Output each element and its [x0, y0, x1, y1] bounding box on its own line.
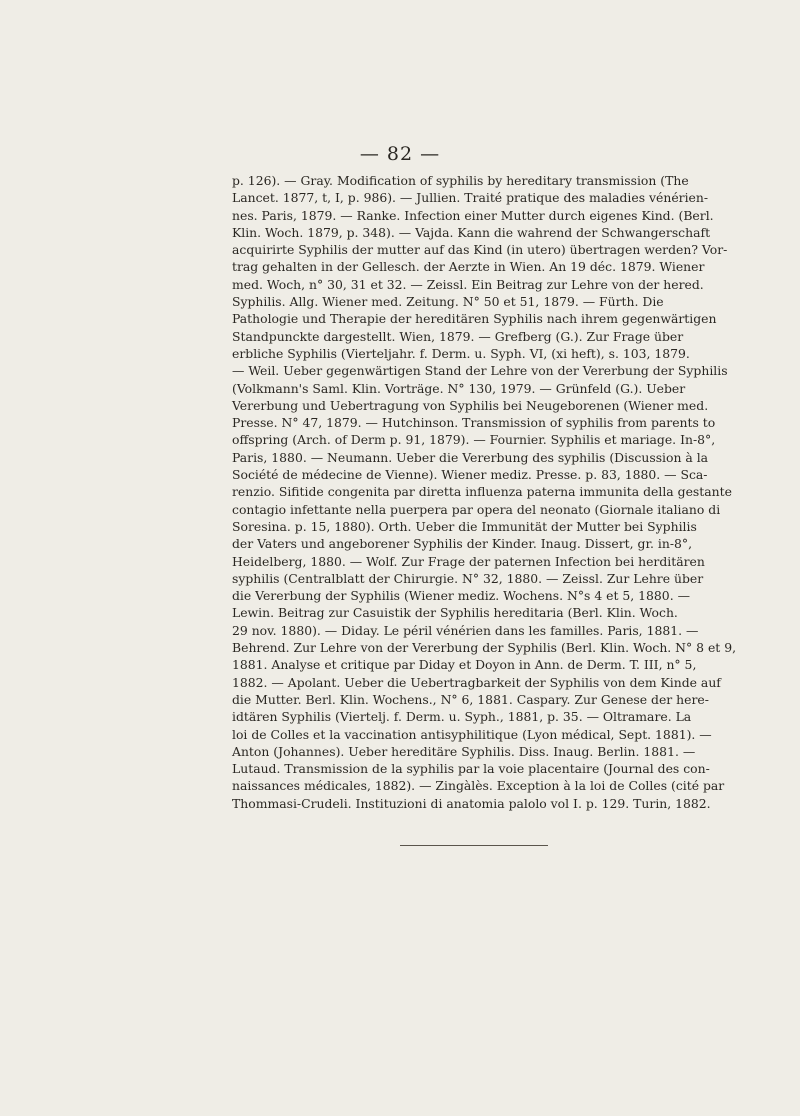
text-line: 1881. Analyse et critique par Diday et Doyon in Ann. de Derm. T. III, n° 5,: [232, 657, 697, 673]
text-line: renzio. Sifitide congenita par diretta influenza paterna immunita della gestante: [232, 484, 732, 500]
section-divider: [400, 845, 548, 846]
text-line: die Mutter. Berl. Klin. Wochens., N° 6, 1881. Caspary. Zur Genese der here-: [232, 691, 709, 707]
text-line: Pathologie und Therapie der hereditären Syphilis nach ihrem gegenwärtigen: [232, 311, 717, 327]
text-line: syphilis (Centralblatt der Chirurgie. N° 32, 1880. — Zeissl. Zur Lehre über: [232, 570, 704, 586]
text-line: med. Woch, n° 30, 31 et 32. — Zeissl. Ein Beitrag zur Lehre von der hered.: [232, 276, 704, 292]
text-line: Heidelberg, 1880. — Wolf. Zur Frage der paternen Infection bei herditären: [232, 553, 705, 569]
text-line: Soresina. p. 15, 1880). Orth. Ueber die Immunität der Mutter bei Syphilis: [232, 518, 697, 534]
text-line: Presse. N° 47, 1879. — Hutchinson. Transmission of syphilis from parents to: [232, 415, 716, 431]
text-line: nes. Paris, 1879. — Ranke. Infection einer Mutter durch eigenes Kind. (Berl.: [232, 207, 714, 223]
text-line: 29 nov. 1880). — Diday. Le péril vénérien dans les familles. Paris, 1881. —: [232, 622, 699, 638]
text-line: Lancet. 1877, t, I, p. 986). — Jullien. Traité pratique des maladies vénérien-: [232, 190, 709, 206]
text-line: Vererbung und Uebertragung von Syphilis bei Neugeborenen (Wiener med.: [232, 397, 709, 413]
text-line: Lewin. Beitrag zur Casuistik der Syphilis hereditaria (Berl. Klin. Woch.: [232, 605, 678, 621]
text-line: Syphilis. Allg. Wiener med. Zeitung. N° 50 et 51, 1879. — Fürth. Die: [232, 294, 664, 310]
text-line: Société de médecine de Vienne). Wiener mediz. Presse. p. 83, 1880. — Sca-: [232, 467, 708, 483]
text-line: 1882. — Apolant. Ueber die Uebertragbarkeit der Syphilis von dem Kinde auf: [232, 674, 721, 690]
text-line: acquirirte Syphilis der mutter auf das Kind (in utero) übertragen werden? Vor-: [232, 242, 728, 258]
text-line: trag gehalten in der Gellesch. der Aerzte in Wien. An 19 déc. 1879. Wiener: [232, 259, 705, 275]
text-line: naissances médicales, 1882). — Zingàlès. Exception à la loi de Colles (cité par: [232, 778, 725, 794]
text-line: die Vererbung der Syphilis (Wiener mediz. Wochens. N°s 4 et 5, 1880. —: [232, 588, 690, 604]
text-line: erbliche Syphilis (Vierteljahr. f. Derm. u. Syph. VI, (xi heft), s. 103, 1879.: [232, 345, 690, 361]
text-line: der Vaters und angeborener Syphilis der Kinder. Inaug. Dissert, gr. in-8°,: [232, 536, 693, 552]
text-line: (Volkmann's Saml. Klin. Vorträge. N° 130, 1979. — Grünfeld (G.). Ueber: [232, 380, 686, 396]
text-line: Klin. Woch. 1879, p. 348). — Vajda. Kann die wahrend der Schwangerschaft: [232, 224, 711, 240]
page-number: — 82 —: [359, 143, 441, 165]
text-line: — Weil. Ueber gegenwärtigen Stand der Lehre von der Vererbung der Syphilis: [232, 363, 728, 379]
text-line: contagio infettante nella puerpera par opera del neonato (Giornale italiano di: [232, 501, 721, 517]
text-line: idtären Syphilis (Viertelj. f. Derm. u. Syph., 1881, p. 35. — Oltramare. La: [232, 709, 692, 725]
text-line: loi de Colles et la vaccination antisyphilitique (Lyon médical, Sept. 1881). —: [232, 726, 712, 742]
text-line: Anton (Johannes). Ueber hereditäre Syphilis. Diss. Inaug. Berlin. 1881. —: [232, 743, 696, 759]
text-line: Standpunckte dargestellt. Wien, 1879. — Grefberg (G.). Zur Frage über: [232, 328, 684, 344]
text-line: p. 126). — Gray. Modification of syphilis by hereditary transmission (The: [232, 173, 689, 188]
bibliography-text: [232, 172, 737, 812]
text-line: Behrend. Zur Lehre von der Vererbung der Syphilis (Berl. Klin. Woch. N° 8 et 9,: [232, 640, 737, 656]
text-line: offspring (Arch. of Derm p. 91, 1879). — Fournier. Syphilis et mariage. In-8°,: [232, 432, 716, 448]
text-line: Thommasi-Crudeli. Instituzioni di anatomia palolo vol I. p. 129. Turin, 1882.: [232, 795, 711, 811]
text-line: Paris, 1880. — Neumann. Ueber die Vererbung des syphilis (Discussion à la: [232, 449, 709, 465]
text-line: Lutaud. Transmission de la syphilis par la voie placentaire (Journal des con-: [232, 761, 710, 777]
